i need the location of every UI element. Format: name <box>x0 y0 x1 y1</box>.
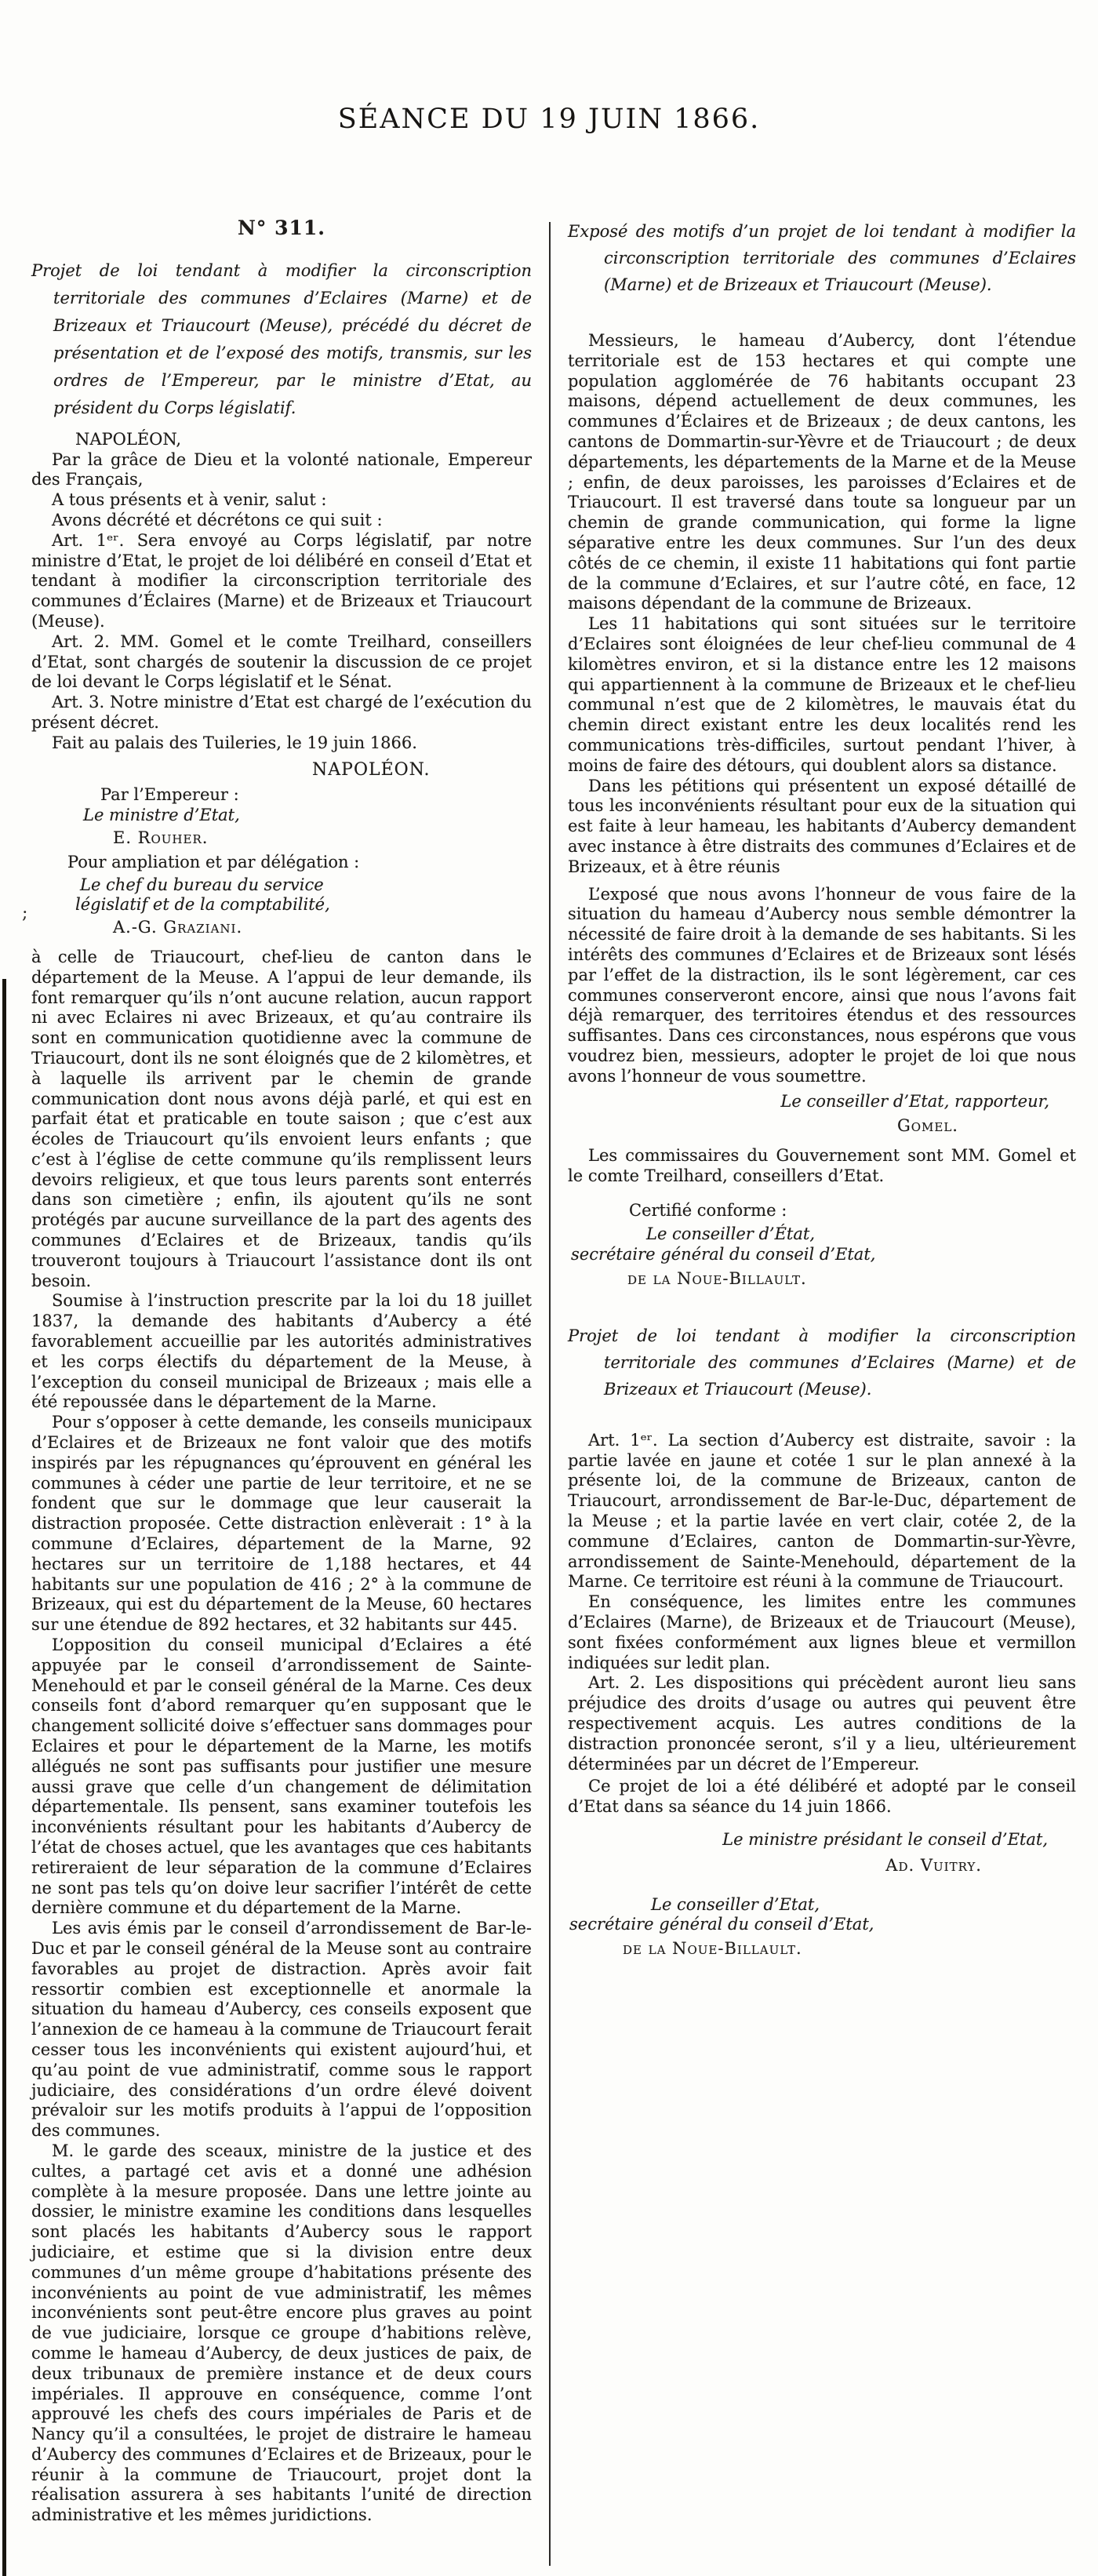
document-number: N° 311. <box>238 216 325 239</box>
right-column <box>568 218 1076 1959</box>
paragraph: Soumise à l’instruction prescrite par la loi du 18 juillet 1837, la demande des habitants d’Aubercy a été favorablement accueillie par les autorités administratives et les corps électifs du département de la Meuse, à l’exception du conseil municipal de Brizeaux ; mais elle a été repoussée dans le département de la Marne. <box>31 1291 532 1412</box>
adoption-line: Ce projet de loi a été délibéré et adopté par le conseil d’Etat dans sa séance du 14 juin 1866. <box>568 1777 1076 1817</box>
decree-formula: Avons décrété et décrétons ce qui suit : <box>52 510 383 529</box>
page-title: SÉANCE DU 19 JUIN 1866. <box>337 104 761 135</box>
delegation-heading: Pour ampliation et par délégation : <box>67 852 360 871</box>
law-heading: Projet de loi tendant à modifier la circonscription territoriale des communes d’Eclaires (Marne) et de Brizeaux et Triaucourt (Meuse). <box>568 1326 1076 1399</box>
expose-heading: Exposé des motifs d’un projet de loi tendant à modifier la circonscription territoriale des communes d’Eclaires (Marne) et de Brizeaux et Triaucourt (Meuse). <box>568 222 1076 294</box>
certifier-title-line: Le conseiller d’État, <box>646 1224 815 1244</box>
certifier-title-line: secrétaire général du conseil d’Etat, <box>569 1915 874 1934</box>
paragraph: L’opposition du conseil municipal d’Eclaires a été appuyée par le conseil d’arrondissement de Sainte-Menehould et par le conseil général de la Marne. Ces deux conseils font d’abord remarquer qu’en supposant que le changement sollicité doive s’effectuer sans dommages pour Eclaires et pour le département de la Marne, les motifs allégués ne sont pas suffisants pour justifier une mesure aussi grave que celle d’un changement de délimitation départementale. Ils pensent, sans examiner toutefois les inconvénients résultant pour les habitants d’Aubercy de l’état de choses actuel, que les avantages que ces habitants retireraient de leur séparation de la commune d’Eclaires ne sont pas tels qu’on doive leur sacrifier l’intérêt de cette dernière commune et du département de la Marne. <box>31 1635 532 1918</box>
paragraph: L’exposé que nous avons l’honneur de vous faire de la situation du hameau d’Aubercy nous semble démontrer la nécessité de faire droit à la demande de ses habitants. Si les intérêts des communes d’Eclaires et de Brizeaux sont lésés par l’effet de la distraction, ils le sont légèrement, car ces communes conserveront encore, ainsi que nous l’avons fait déjà remarquer, des territoires étendus et des ressources suffisantes. Dans ces circonstances, nous espérons que vous voudrez bien, messieurs, adopter le projet de loi que nous avons l’honneur de vous soumettre. <box>568 884 1076 1086</box>
law-article-1: Art. 1ᵉʳ. La section d’Aubercy est distraite, savoir : la partie lavée en jaune et cotée 1 sur le plan annexé à la présente loi, de la commune de Brizeaux, canton de Triaucourt, arrondissement de Bar-le-Duc, département de la Meuse ; et la partie lavée en vert clair, cotée 2, de la commune d’Eclaires, canton de Dommartin-sur-Yèvre, arrondissement de Sainte-Menehould, département de la Marne. Ce territoire est réuni à la commune de Triaucourt. <box>568 1430 1076 1592</box>
royal-style-opening: NAPOLÉON, <box>75 429 182 449</box>
decree-article-1: Art. 1ᵉʳ. Sera envoyé au Corps législatif, par notre ministre d’Etat, le projet de loi délibéré en conseil d’Etat et tendant à modifier la circonscription territoriale des communes d’Éclaires (Marne) et de Brizeaux et Triaucourt (Meuse). <box>31 530 532 631</box>
certification-heading: Certifié conforme : <box>629 1200 787 1220</box>
paragraph: Pour s’opposer à cette demande, les conseils municipaux d’Eclaires et de Brizeaux ne font valoir que des motifs inspirés par les répugnances qu’éprouvent en général les communes à céder une partie de leur territoire, et ne se fondent que sur le dommage que leur causerait la distraction proposée. Cette distraction enlèverait : 1° à la commune d’Eclaires, département de la Marne, 92 hectares sur un territoire de 1,188 hectares, et 44 habitants sur une population de 416 ; 2° à la commune de Brizeaux, qui est du département de la Meuse, 60 hectares sur une étendue de 892 hectares, et 32 habitants sur 445. <box>31 1413 532 1635</box>
date-line: Fait au palais des Tuileries, le 19 juin 1866. <box>52 733 417 752</box>
paragraph: M. le garde des sceaux, ministre de la justice et des cultes, a partagé cet avis et a donné une adhésion complète à la mesure proposée. Dans une lettre jointe au dossier, le ministre examine les conditions dans lesquelles sont placés les habitants d’Aubercy sous le rapport judiciaire, et estime que si la division entre deux communes d’un même groupe d’habitations présente des inconvénients au point de vue administratif, les mêmes inconvénients sont peut-être encore plus graves au point de vue judiciaire, lorsque ce groupe d’habitions relève, comme le hameau d’Aubercy, de deux justices de paix, de deux tribunaux de première instance et de deux cours impériales. Il approuve en conséquence, comme l’ont approuvé les chefs des cours impériales de Paris et de Nancy qu’il a consultées, le projet de distraire le hameau d’Aubercy des communes d’Eclaires et de Brizeaux, pour le réunir à la commune de Triaucourt, projet dont la réalisation assurera à ses habitants l’unité de direction administrative et les mêmes juridictions. <box>31 2141 532 2525</box>
law-summary-heading: Projet de loi tendant à modifier la circonscription territoriale des communes d’Eclaires (Marne) et de Brizeaux et Triaucourt (Meuse), précédé du décret de présentation et de l’exposé des motifs, transmis, sur les ordres de l’Empereur, par le ministre d’Etat, au président du Corps législatif. <box>31 260 532 417</box>
decree-article-2: Art. 2. MM. Gomel et le comte Treilhard, conseillers d’Etat, sont chargés de soutenir la discussion de ce projet de loi devant le Corps législatif et le Sénat. <box>31 631 532 692</box>
certifier-title-line: Le conseiller d’Etat, <box>651 1894 820 1914</box>
signature-gomel: Gomel. <box>896 1116 958 1136</box>
royal-style-line: Par la grâce de Dieu et la volonté nationale, Empereur des Français, <box>31 449 532 489</box>
signature-napoleon: NAPOLÉON. <box>312 759 431 780</box>
left-column <box>31 218 532 2526</box>
signature-graziani: A.-G. Graziani. <box>113 918 243 937</box>
signature-noue-billault: de la Noue-Billault. <box>623 1939 802 1959</box>
signature-rouher: E. Rouher. <box>113 828 209 847</box>
delegation-title-line: Le chef du bureau du service <box>80 875 324 894</box>
paragraph: à celle de Triaucourt, chef-lieu de canton dans le département de la Meuse. A l’appui de leur demande, ils font remarquer qu’ils n’ont aucune relation, aucun rapport ni avec Eclaires ni avec Brizeaux, et qu’au contraire ils sont en communication quotidienne avec la commune de Triaucourt, dont ils ne sont éloignés que de 2 kilomètres, et à laquelle ils arrivent par le chemin de grande communication dont nous avons déjà parlé, et qui est en parfait état et praticable en toute saison ; que c’est aux écoles de Triaucourt qu’ils envoient leurs enfants ; que c’est à l’église de cette commune qu’ils remplissent leurs devoirs religieux, et que tous leurs parents sont enterrés dans son cimetière ; enfin, ils ajoutent qu’ils ne sont protégés par aucune surveillance de la part des agents des communes d’Eclaires et de Brizeaux, tandis qu’ils trouveront toujours à Triaucourt l’assistance dont ils ont besoin. <box>31 947 532 1290</box>
paragraph: Messieurs, le hameau d’Aubercy, dont l’étendue territoriale est de 153 hectares et qui compte une population agglomérée de 76 habitants occupant 23 maisons, dépend actuellement de deux communes, les communes d’Éclaires et de Brizeaux ; de deux cantons, les cantons de Dommartin-sur-Yèvre et de Triaucourt ; de deux départements, les départements de la Marne et de la Meuse ; enfin, de deux paroisses, les paroisses d’Eclaires et de Triaucourt. Il est traversé dans toute sa longueur par un chemin de grande communication, qui forme la ligne séparative entre les deux communes. Sur l’un des deux côtés de ce chemin, il existe 11 habitations qui font partie de la commune d’Eclaires, et sur l’autre côté, en face, 12 maisons dépendant de la commune de Brizeaux. <box>568 331 1076 613</box>
countersign-title: Le ministre d’Etat, <box>83 806 240 825</box>
signature-vuitry: Ad. Vuitry. <box>885 1855 982 1875</box>
paragraph: Les avis émis par le conseil d’arrondissement de Bar-le-Duc et par le conseil général de la Meuse sont au contraire favorables au projet de distraction. Après avoir fait ressortir combien est exceptionnelle et anormale la situation du hameau d’Aubercy, ces conseils exposent que l’annexion de ce hameau à la commune de Triaucourt ferait cesser tous les inconvénients qui existent aujourd’hui, et qu’au point de vue administratif, comme sous le rapport judiciaire, des considérations d’un ordre élevé doivent prévaloir sur les motifs produits à l’appui de l’opposition des communes. <box>31 1919 532 2141</box>
countersign-heading: Par l’Empereur : <box>100 785 239 805</box>
paragraph: Dans les pétitions qui présentent un exposé détaillé de tous les inconvénients résultant pour eux de la situation qui est faite à leur hameau, les habitants d’Aubercy demandent avec instance à être distraits des communes d’Eclaires et de Brizeaux, et à être réunis <box>568 776 1076 876</box>
rapporteur-title: Le conseiller d’Etat, rapporteur, <box>780 1092 1049 1112</box>
law-article-2: Art. 2. Les dispositions qui précèdent auront lieu sans préjudice des droits d’usage ou autres qui peuvent être respectivement acquis. Les autres conditions de la distraction prononcée seront, s’il y a lieu, ultérieurement déterminées par un décret de l’Empereur. <box>568 1673 1076 1774</box>
salutation-line: A tous présents et à venir, salut : <box>52 490 327 510</box>
signature-noue-billault: de la Noue-Billault. <box>627 1269 807 1289</box>
scan-edge-artifact <box>2 979 6 2576</box>
certifier-title-line: secrétaire général du conseil d’Etat, <box>571 1245 876 1264</box>
minister-president-title: Le ministre présidant le conseil d’Etat, <box>722 1830 1048 1849</box>
delegation-title-line: législatif et de la comptabilité, <box>75 895 330 915</box>
decree-article-3: Art. 3. Notre ministre d’Etat est chargé de l’exécution du présent décret. <box>31 693 532 732</box>
paragraph: Les 11 habitations qui sont situées sur le territoire d’Eclaires sont éloignées de leur chef-lieu communal de 4 kilomètres environ, et si la distance entre les 12 maisons qui appartiennent à la commune de Brizeaux et le chef-lieu communal n’est que de 2 kilomètres, le mauvais état du chemin direct existant entre les deux localités rend les communications très-difficiles, surtout pendant l’hiver, à moins de faire des détours, qui doublent alors sa distance. <box>568 614 1076 775</box>
column-divider <box>549 222 551 2566</box>
paragraph: En conséquence, les limites entre les communes d’Eclaires (Marne), de Brizeaux et de Triaucourt (Meuse), sont fixées conformément aux lignes bleue et vermillon indiquées sur ledit plan. <box>568 1592 1076 1672</box>
stray-mark: ; <box>22 904 28 923</box>
paragraph: Les commissaires du Gouvernement sont MM. Gomel et le comte Treilhard, conseillers d’Etat. <box>568 1146 1076 1185</box>
